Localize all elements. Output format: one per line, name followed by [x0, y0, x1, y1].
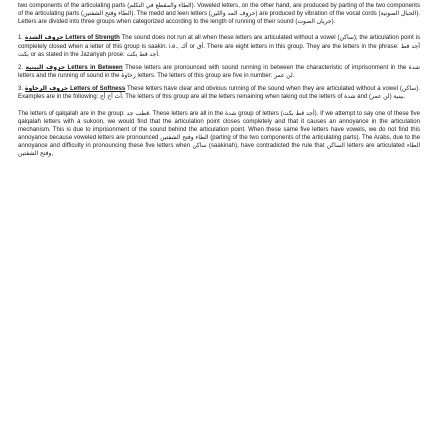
item-heading-text: Letters of Strength: [65, 35, 120, 42]
item-number: 1.: [18, 35, 24, 42]
intro-paragraph: two components of the articulating parts (الطاء والمقطع في التكلم). Voweled letters, on the other hand, are produced by parting of the two components of the articulating parts (الطاء وفتح الشفتين). The medd and leen letters (حروف المد واللين) are produced by vibration of the vocal cords (الحبال الصوتية). Letters are divided into three groups when categorized according to the length of running of their sound (جريان الصوت).: [18, 3, 421, 26]
list-item-strength: [18, 34, 420, 58]
item-heading-text: Letters of Softness: [70, 86, 126, 93]
closing-paragraph: The letters of qalqalah are in the group: قطب جد. These letters are all in the شدة group of letters (أجد قط بكت). If we attempt to say one of these five qalqalah letters with a sukoon, we would find that the articulation point closes completely and that it causes an annoyance in the articulation mechanism. This is due to imprisonment of the sound behind the articulation point. When these same five letters have vowels, we do not find this annoyance because voweled letters are pronounced الطاء وفتح الشفتين (parting of the two components of the articulating parts). The Arabs, due to the annoyance and difficulty in pronouncing these five letters when ساكن (saakinah), have contradicted the rule that الساكن letters are articulated الطاء وفتح الشفتين,: [18, 110, 421, 158]
item-heading-text: Letters in Between: [67, 64, 123, 71]
item-heading-arabic: [25, 35, 120, 41]
item-body: These letters are pronounced with sound running in between the characteristic of imprisonment in the شدة letters and the running of sound in the رخاوة letters. The letters of this group are five in number: لن عمر.: [18, 64, 421, 80]
spacer: [18, 26, 420, 34]
list-item-between: [18, 64, 420, 80]
item-body: The sound does not run at all when these letters are articulated without a vowel (ساكن); the articulation point is completely closed when a letter of this group is saakin. i.e., أك or أق. There are eight letters in this group. They are the letters in the phrase: أجد قط بكت or as stated in the Jazariyah prose: أجد قط بكت.: [18, 35, 420, 58]
item-number: 2.: [18, 64, 24, 71]
arabic-term: حروف الرخاوة: [24, 85, 69, 93]
item-number: 3.: [18, 86, 24, 93]
item-heading-arabic: [25, 65, 122, 71]
arabic-term: حروف البينية: [25, 63, 66, 71]
item-body: These letters have clear and obvious running of the sound when they are articulated without a vowel (ساكن). Examples are in the following: أث أخ أح. The letters of this group are all the letters remaining when taking out the letters of شدة and (لن عمر) بينية.: [18, 86, 420, 101]
item-heading-arabic: [25, 86, 125, 92]
list-item-softness: [18, 85, 420, 101]
arabic-term: حروف الشدة: [24, 34, 64, 42]
spacer: [18, 102, 420, 110]
